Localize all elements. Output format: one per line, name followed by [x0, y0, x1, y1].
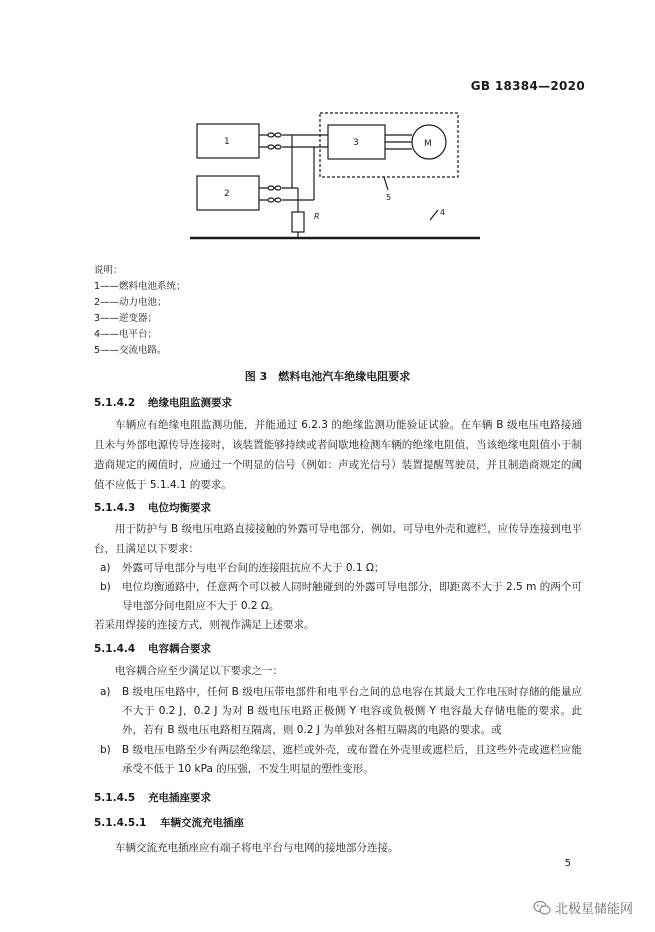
- section-number: 5.1.4.5.1: [94, 817, 147, 829]
- ac-charging-inlet-paragraph: 车辆交流充电插座应有端子将电平台与电网的接地部分连接。: [115, 842, 399, 854]
- motor-label: M: [424, 139, 432, 149]
- item-text: B 级电压电路中，任何 B 级电压带电部件和电平台之间的总电容在其最大工作电压时存储的能量应不大于 0.2 J，0.2 J 为对 B 级电压电路正极侧 Y 电容或负极侧 Y 电容最大存储电能的要求。此外，若有 B 级电压电路相互隔离，则 0.2 J 为单独对各相互隔离的电路的要求。或: [122, 686, 582, 736]
- list-item: [100, 578, 582, 616]
- welding-note: 若采用焊接的连接方式，则视作满足上述要求。: [94, 619, 315, 631]
- watermark: [533, 898, 633, 917]
- section-heading-5142: [94, 395, 232, 410]
- item-marker: b): [100, 744, 111, 756]
- figure-legend: [94, 263, 186, 359]
- section-title: 车辆交流充电插座: [160, 817, 244, 829]
- page-number: 5: [564, 858, 571, 869]
- legend-item: 4——电平台；: [94, 329, 158, 340]
- callout-5: 5: [386, 193, 392, 202]
- item-text: 电位均衡通路中，任意两个可以被人同时触碰到的外露可导电部分，即距离不大于 2.5 m 的两个可导电部分间电阻应不大于 0.2 Ω。: [122, 581, 582, 612]
- section-title: 充电插座要求: [148, 792, 211, 804]
- potential-equalization-intro: 用于防护与 B 级电压电路直接接触的外露可导电部分，例如，可导电外壳和遮栏，应传导连接到电平台，且满足以下要求：: [94, 523, 582, 555]
- item-marker: a): [100, 562, 111, 574]
- circuit-diagram: [190, 110, 480, 245]
- section-number: 5.1.4.3: [94, 502, 136, 514]
- section-heading-5144: [94, 641, 211, 656]
- section-number: 5.1.4.2: [94, 397, 136, 409]
- resistor-symbol: [292, 212, 304, 232]
- capacitive-coupling-intro: 电容耦合应至少满足以下要求之一：: [115, 665, 283, 677]
- section-title: 绝缘电阻监测要求: [148, 397, 232, 409]
- section-number: 5.1.4.4: [94, 643, 136, 655]
- section-heading-5143: [94, 500, 211, 515]
- figure-caption: 图 3 燃料电池汽车绝缘电阻要求: [244, 370, 411, 383]
- section-title: 电位均衡要求: [148, 502, 211, 514]
- standard-code: GB 18384—2020: [470, 79, 585, 93]
- section-number: 5.1.4.5: [94, 792, 136, 804]
- section-heading-5145: [94, 790, 211, 805]
- item-text: 外露可导电部分与电平台间的连接阻抗应不大于 0.1 Ω；: [122, 562, 385, 574]
- callout-4: 4: [440, 208, 446, 217]
- section-heading-51451: [94, 815, 244, 830]
- list-item: [100, 559, 582, 578]
- box-3-label: 3: [353, 138, 359, 148]
- box-2-label: 2: [224, 189, 230, 199]
- box-1-label: 1: [224, 137, 230, 147]
- watermark-text: 北极星储能网: [554, 902, 633, 917]
- ac-circuit-boundary: [320, 113, 458, 177]
- item-marker: b): [100, 581, 111, 593]
- legend-item: 3——逆变器；: [94, 313, 158, 324]
- section-title: 电容耦合要求: [148, 643, 211, 655]
- item-text: B 级电压电路至少有两层绝缘层、遮栏或外壳，或布置在外壳里或遮栏后，且这些外壳或遮栏应能承受不低于 10 kPa 的压强，不发生明显的塑性变形。: [122, 744, 582, 775]
- legend-item: 2——动力电池；: [94, 297, 167, 308]
- resistor-label: R: [314, 212, 320, 221]
- item-marker: a): [100, 686, 111, 698]
- list-item: [100, 741, 582, 779]
- insulation-monitoring-paragraph: 车辆应有绝缘电阻监测功能，并能通过 6.2.3 的绝缘监测功能验证试验。在车辆 B 级电压电路接通且未与外部电源传导连接时，该装置能够持续或者间歇地检测车辆的绝缘电阻值，当该绝缘电阻值小于制造商规定的阈值时，应通过一个明显的信号（例如：声或光信号）装置提醒驾驶员，并且制造商规定的阈值不应低于 5.1.4.1 的要求。: [94, 419, 582, 491]
- legend-item: 5——交流电路。: [94, 345, 167, 356]
- legend-title: 说明：: [94, 265, 123, 276]
- list-item: [100, 683, 582, 740]
- legend-item: 1——燃料电池系统；: [94, 281, 186, 292]
- wechat-icon: [533, 899, 551, 917]
